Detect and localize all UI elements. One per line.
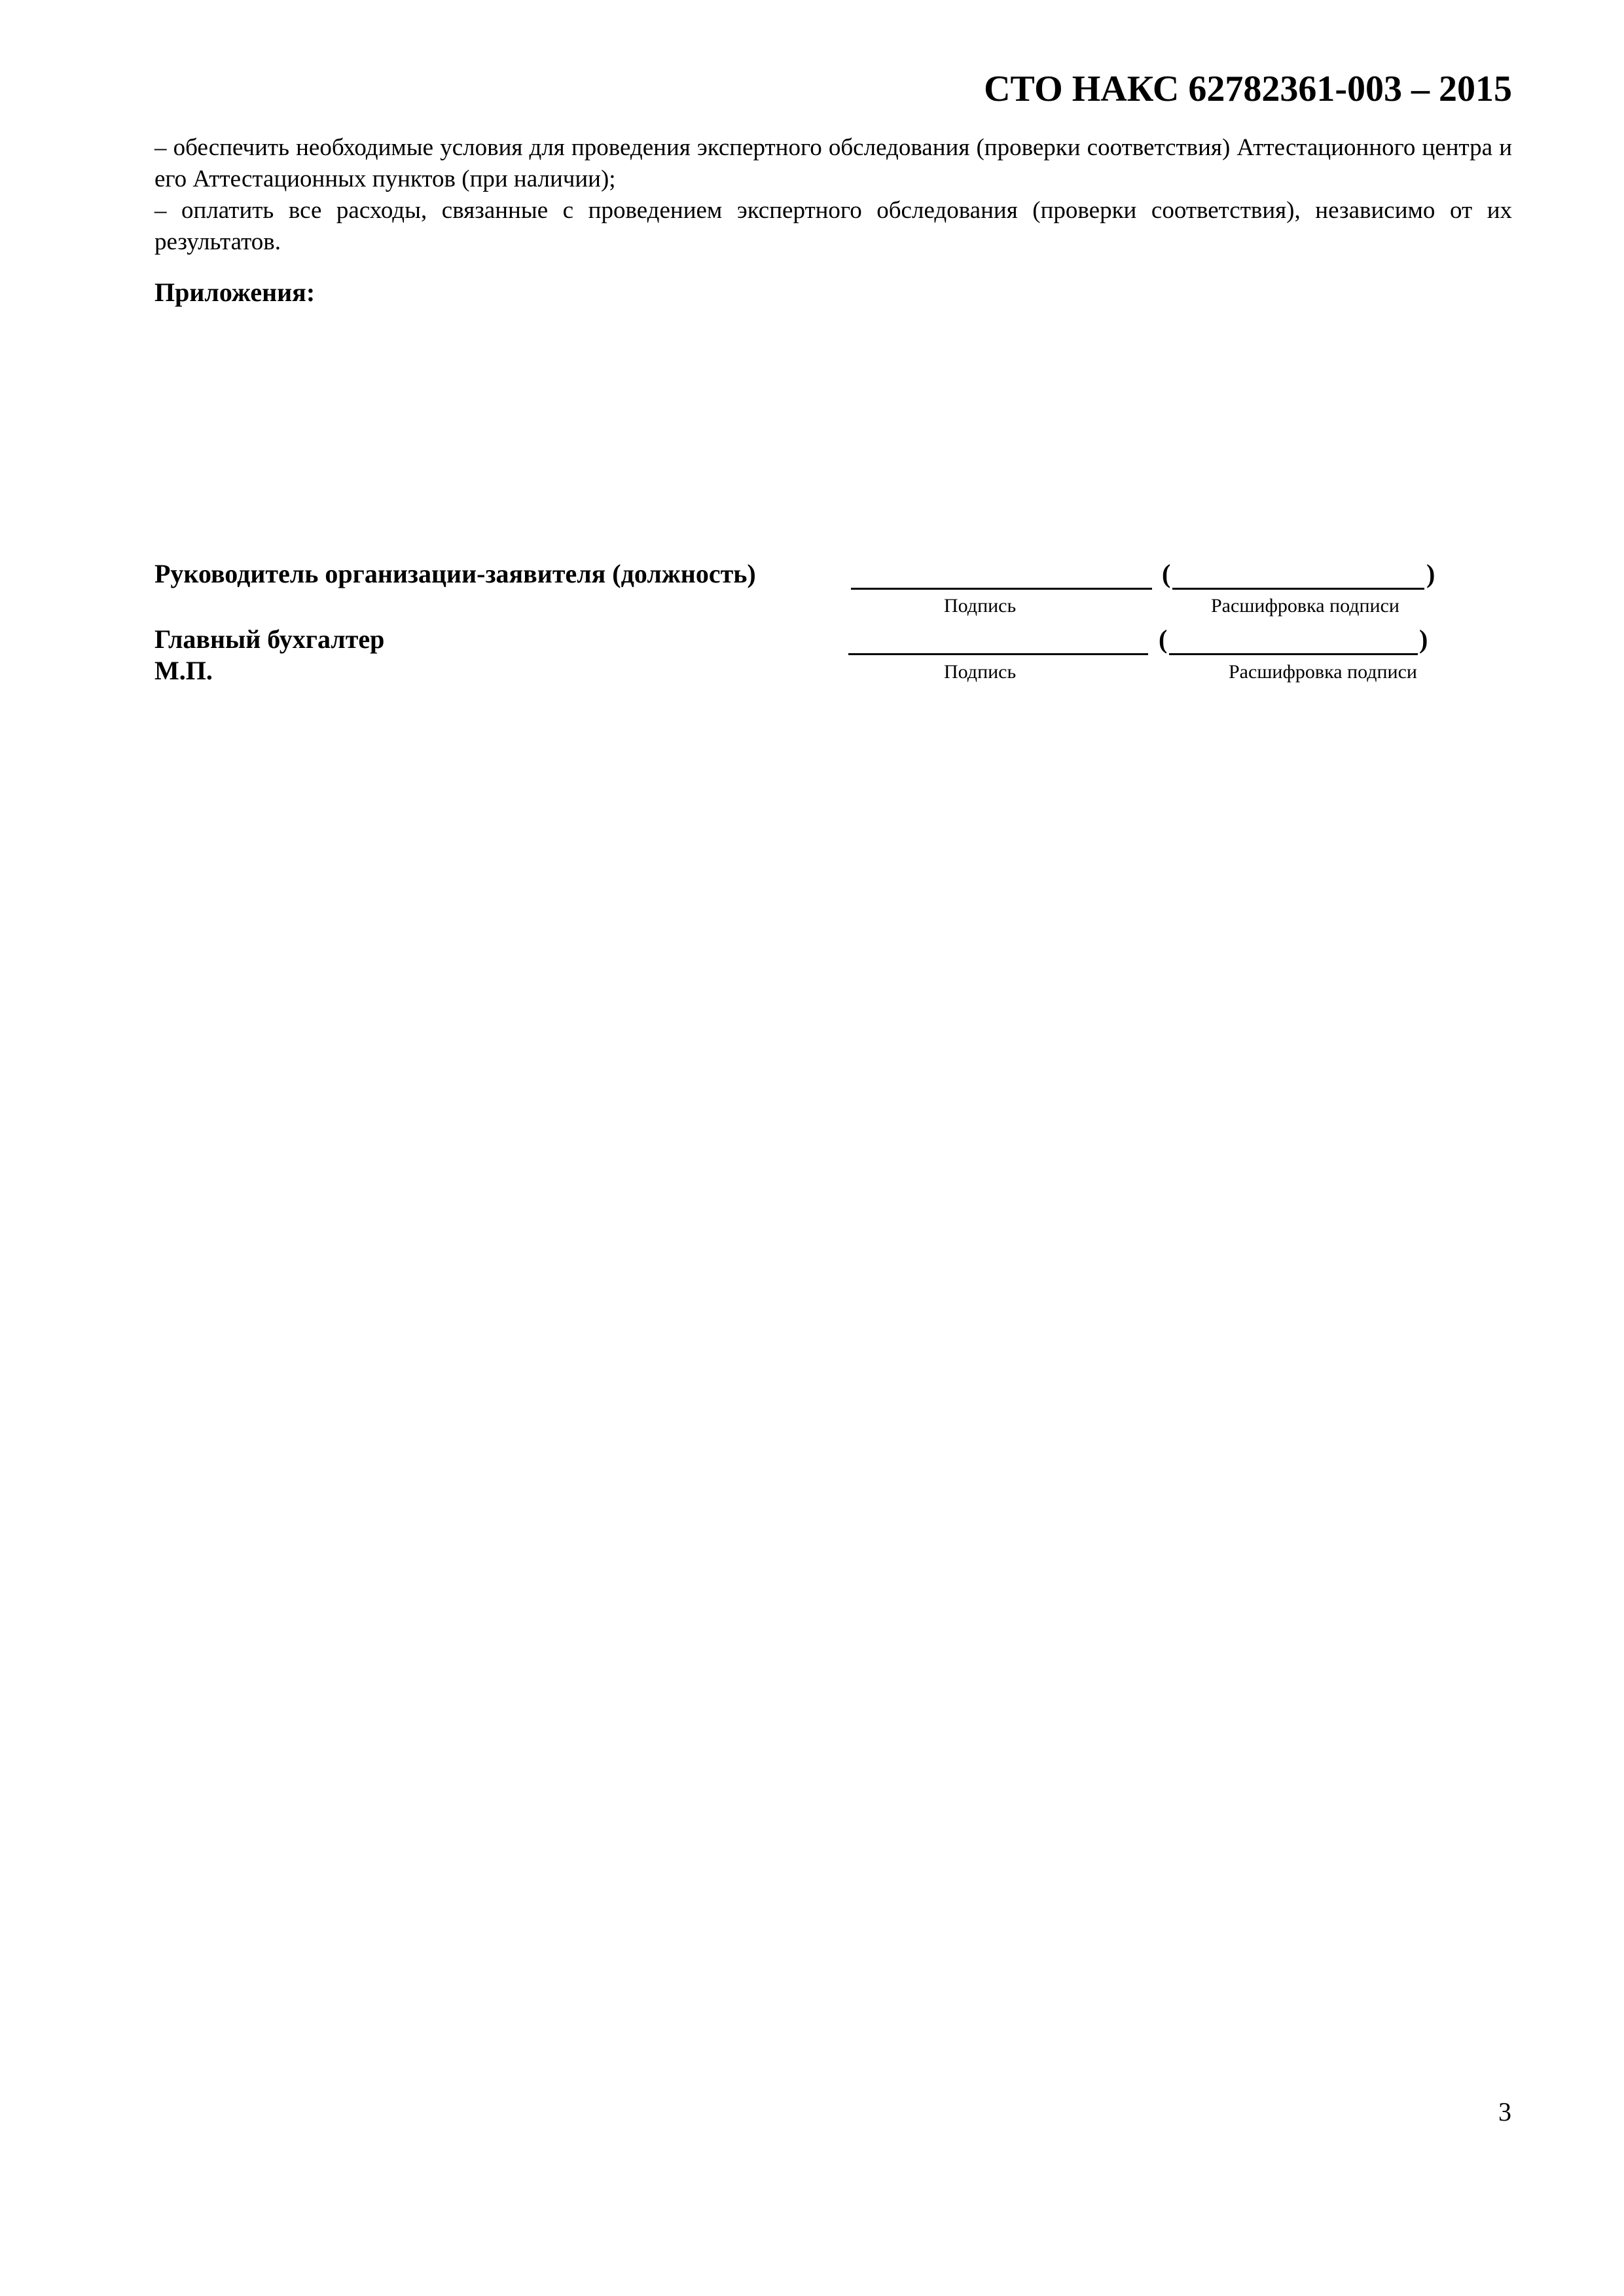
- head-decoding-caption: Расшифровка подписи: [1211, 595, 1399, 617]
- accountant-decoding-caption: Расшифровка подписи: [1229, 661, 1417, 683]
- page-number: 3: [1498, 2097, 1511, 2126]
- accountant-signature-line[interactable]: [848, 653, 1148, 655]
- head-open-paren: (: [1162, 559, 1171, 588]
- stamp-label: М.П.: [154, 656, 213, 685]
- head-decoding-line[interactable]: [1172, 588, 1424, 590]
- head-signature-line[interactable]: [851, 588, 1152, 590]
- accountant-decoding-line[interactable]: [1169, 653, 1418, 655]
- head-close-paren: ): [1426, 559, 1435, 588]
- obligations-text: [154, 132, 1512, 258]
- appendices-heading: Приложения:: [154, 278, 316, 307]
- head-signature-caption: Подпись: [944, 595, 1017, 617]
- accountant-open-paren: (: [1159, 624, 1168, 654]
- accountant-signature-label: Главный бухгалтер: [154, 624, 385, 654]
- document-code: СТО НАКС 62782361-003 – 2015: [984, 69, 1512, 109]
- accountant-signature-caption: Подпись: [944, 661, 1017, 683]
- accountant-close-paren: ): [1419, 624, 1428, 654]
- obligation-paragraph-2: – оплатить все расходы, связанные с проведением экспертного обследования (проверки соответствия), независимо от их результатов.: [154, 197, 1512, 255]
- head-signature-label: Руководитель организации-заявителя (должность): [154, 559, 756, 588]
- obligation-paragraph-1: – обеспечить необходимые условия для проведения экспертного обследования (проверки соответствия) Аттестационного центра и его Аттестационных пунктов (при наличии);: [154, 134, 1512, 192]
